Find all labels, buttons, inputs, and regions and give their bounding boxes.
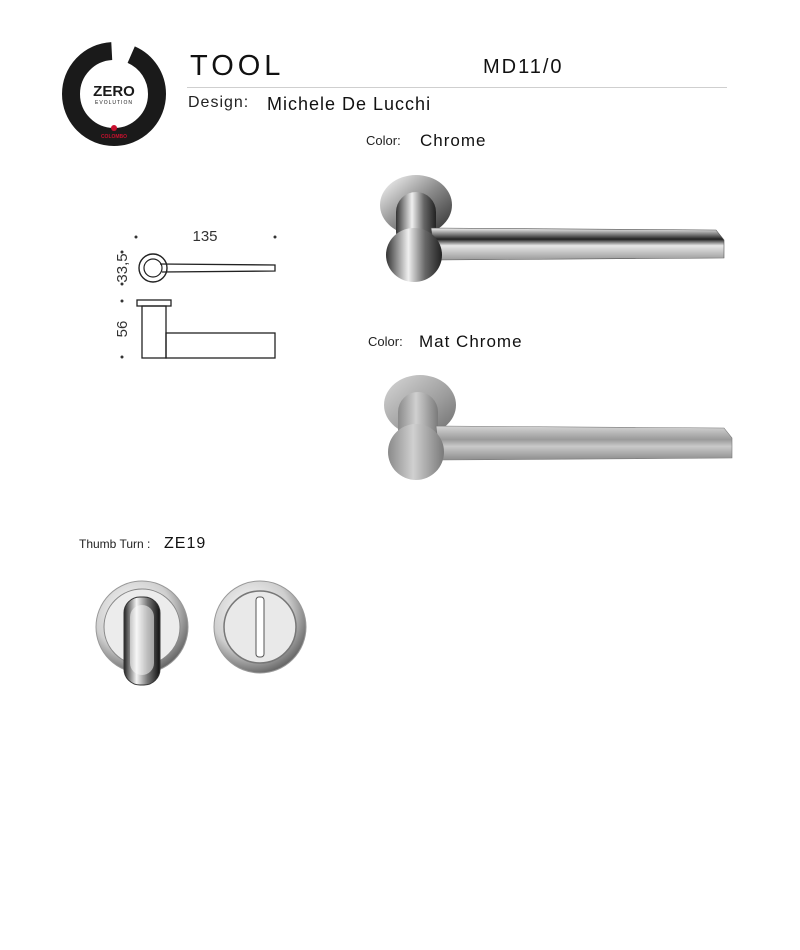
thumb-turn-code: ZE19 bbox=[164, 535, 207, 552]
chrome-handle-image bbox=[376, 170, 731, 290]
zero-evolution-logo bbox=[60, 40, 168, 148]
dimension-rose-diameter: 33,5 bbox=[114, 253, 131, 283]
thumb-turn-image bbox=[90, 575, 320, 690]
dimension-dot bbox=[135, 236, 138, 239]
finish-mat-chrome-value: Mat Chrome bbox=[419, 332, 523, 351]
finish-mat-chrome-label: Color: bbox=[368, 334, 403, 349]
dimension-dot bbox=[274, 236, 277, 239]
logo-maker: COLOMBO bbox=[100, 134, 128, 140]
logo-sub: EVOLUTION bbox=[95, 100, 133, 106]
dimension-dot bbox=[121, 300, 124, 303]
designer-name: Michele De Lucchi bbox=[267, 94, 432, 114]
logo-brand: ZERO bbox=[93, 83, 135, 100]
dimension-drawing bbox=[105, 215, 285, 365]
dimension-height: 56 bbox=[114, 320, 131, 338]
colombo-mark-icon bbox=[111, 125, 117, 131]
product-code: MD11/0 bbox=[483, 56, 564, 78]
design-label: Design: bbox=[188, 94, 250, 111]
dimension-length: 135 bbox=[192, 228, 218, 245]
thumb-turn-label: Thumb Turn : bbox=[79, 537, 151, 551]
product-title: TOOL bbox=[190, 50, 285, 82]
header-divider bbox=[187, 87, 727, 88]
finish-chrome-label: Color: bbox=[366, 133, 401, 148]
finish-chrome-value: Chrome bbox=[420, 131, 487, 150]
dimension-dot bbox=[121, 251, 124, 254]
dimension-dot bbox=[121, 356, 124, 359]
mat-chrome-handle-image bbox=[376, 370, 736, 485]
